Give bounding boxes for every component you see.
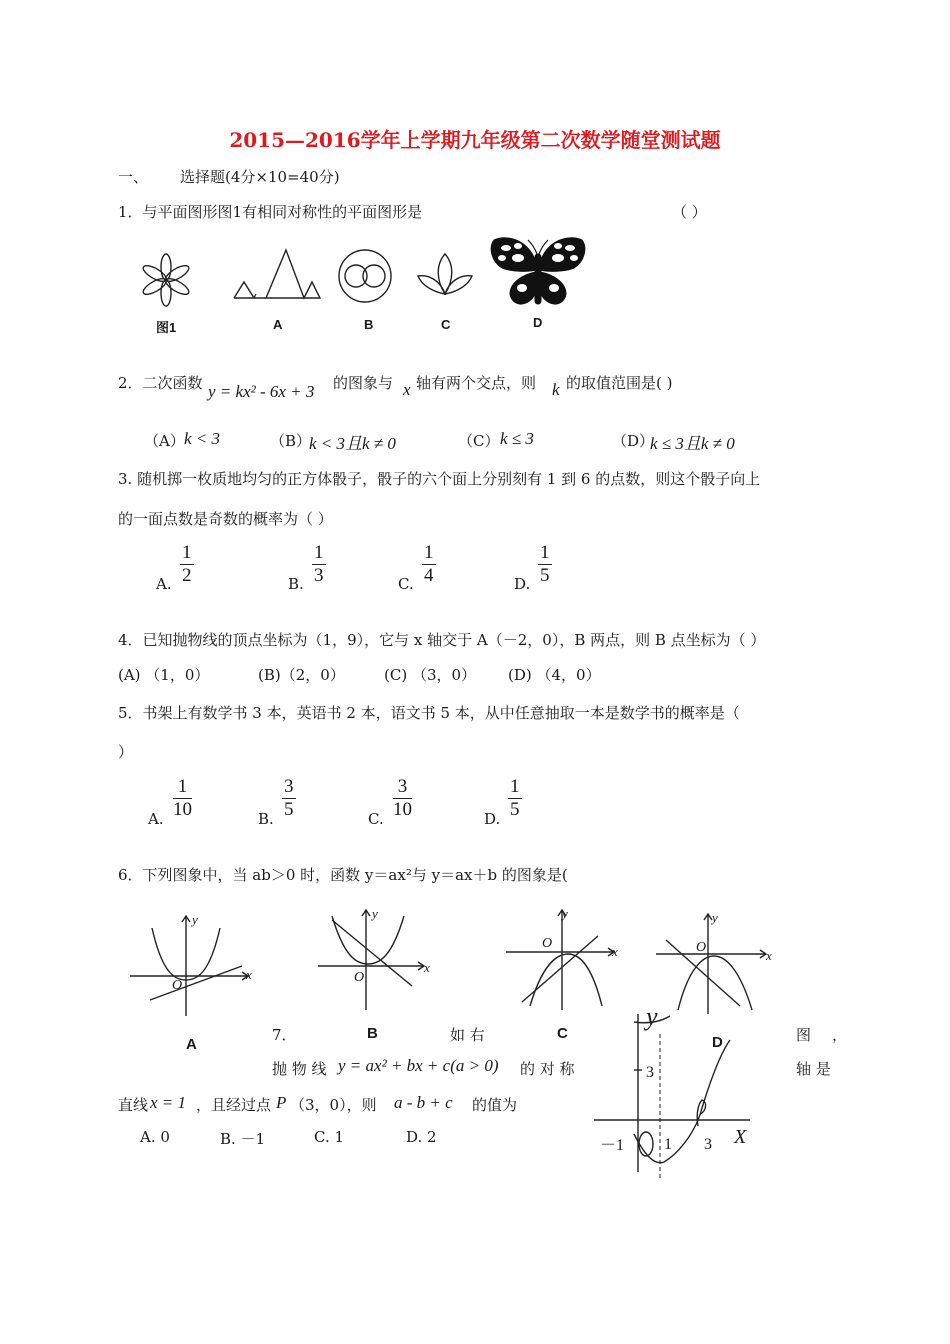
q1-figure-a-triangles [232,246,322,302]
q2-mid1: 的图象与 [333,374,394,392]
q7-number: 7． [272,1026,297,1044]
q2-pre: 2．二次函数 [118,374,203,392]
q3-option-a-fraction: $\frac{1}{2}$ [182,542,192,586]
q2-option-a-label: （A） [144,432,185,450]
q6-c-origin: O [542,936,553,951]
q7-option-d: D. 2 [406,1128,437,1146]
q1-text: 1．与平面图形图1有相同对称性的平面图形是 [118,203,423,221]
q5-option-d-fraction: $\frac{1}{5}$ [510,776,520,820]
q7-function: y = ax² + bx + c(a > 0) [338,1056,499,1075]
butterfly-icon [488,232,588,312]
q5-option-a-fraction: $\frac{1}{10}$ [173,776,192,820]
q4-text: 4．已知抛物线的顶点坐标为（1，9），它与 x 轴交于 A（－2，0），B 两点，则 B 点坐标为（ ） [118,631,766,649]
q6-a-origin: O [172,978,183,993]
q6-b-origin: O [354,970,365,985]
q5-option-b-label: B. [258,810,274,828]
q1-label-fig1: 图1 [156,320,177,335]
q7-line3-eq: x = 1 [150,1093,187,1112]
q5-line1: 5．书架上有数学书 3 本，英语书 2 本，语文书 5 本，从中任意抽取一本是数学书的概率是（ [118,704,740,722]
q7-option-c: C. 1 [314,1128,345,1146]
q7-line3-post: （3，0），则 [290,1096,377,1114]
q2-mid2: 轴有两个交点，则 [416,374,537,392]
q1-figure-c-lotus [414,252,476,298]
q6-label-c: C [557,1025,568,1042]
q3-option-c-label: C. [398,575,414,593]
q6-graph-c [506,906,626,1016]
q7-graph-y-label: y [646,1002,658,1031]
q7-text-dui: 的 对 称 [520,1060,575,1078]
q5-option-b-fraction: $\frac{3}{5}$ [284,776,294,820]
q5-option-a-label: A. [148,810,164,828]
q7-comma: ， [832,1026,848,1044]
q3-option-b-fraction: $\frac{1}{3}$ [314,542,324,586]
q2-option-a: k < 3 [184,429,221,448]
q3-option-b-label: B. [288,575,304,593]
q7-line3-end: 的值为 [472,1096,518,1114]
q4-option-a: (A) （1，0） [118,666,210,684]
section-title: 选择题(4分×10=40分) [180,168,340,186]
q1-label-b: B [364,317,374,332]
q7-graph [588,1004,768,1184]
q6-d-axis-y: y [712,910,718,925]
q6-graph-a [130,912,260,1022]
q1-figure-flower [134,248,198,312]
q7-line3-expr: a - b + c [394,1093,453,1112]
q7-option-b: B. －1 [220,1130,266,1148]
q5-line2: ） [118,743,134,761]
q6-d-origin: O [696,940,707,955]
q6-b-axis-y: y [372,906,378,921]
q6-d-axis-x: x [766,948,772,963]
q5-option-c-label: C. [368,810,384,828]
q6-label-d: D [712,1034,723,1051]
q7-text-tu: 图 [796,1026,812,1044]
q2-var-x: x [403,380,411,399]
q6-c-axis-x: x [612,944,618,959]
q1-label-d: D [533,315,543,330]
q6-c-axis-y: y [562,906,568,921]
q6-label-b: B [367,1025,378,1042]
q3-option-c-fraction: $\frac{1}{4}$ [424,542,434,586]
q4-option-d: (D) （4，0） [508,666,601,684]
q2-option-d: k ≤ 3且k ≠ 0 [650,434,735,453]
q2-option-c: k ≤ 3 [500,429,534,448]
q5-option-d-label: D. [484,810,501,828]
q1-figure-b-circles [337,248,393,304]
q3-option-d-fraction: $\frac{1}{5}$ [540,542,550,586]
q1-label-a: A [273,317,283,332]
q7-line3-mid: ，且经过点 [196,1096,272,1114]
q3-option-a-label: A. [156,575,172,593]
q6-graph-b [318,906,438,1016]
q3-option-d-label: D. [514,575,531,593]
q6-a-axis-x: x [246,967,252,982]
q7-text-ru: 如 右 [450,1026,485,1044]
q7-graph-3y: 3 [646,1064,654,1081]
q1-paren: （ ） [672,203,707,221]
q4-option-c: (C) （3，0） [384,666,477,684]
q6-text: 6．下列图象中，当 ab＞0 时，函数 y＝ax²与 y＝ax＋b 的图象是( [118,866,568,884]
q7-text-zhou: 轴 是 [796,1060,831,1078]
q7-line3-pre: 直线 [118,1096,149,1114]
q2-option-c-label: （C） [458,432,500,450]
q7-graph-x-label: X [734,1126,747,1148]
q2-option-d-label: （D） [612,432,655,450]
q7-option-a: A. 0 [140,1128,170,1146]
q4-option-b: (B)（2，0） [258,666,345,684]
q7-graph-1: 1 [664,1136,672,1153]
q2-option-b: k < 3且k ≠ 0 [309,434,396,453]
q2-post: 的取值范围是( ) [566,374,673,392]
q2-option-b-label: （B） [270,432,312,450]
q2-var-k: k [552,380,560,399]
q6-b-axis-x: x [424,960,430,975]
q2-function: y = kx² - 6x + 3 [208,382,315,401]
section-number: 一、 [118,168,149,186]
q7-text-pao: 抛 物 线 [272,1060,327,1078]
q3-line1: 3. 随机掷一枚质地均匀的正方体骰子，骰子的六个面上分别刻有 1 到 6 的点数，则这个骰子向上 [118,470,761,488]
q6-label-a: A [186,1036,197,1053]
q3-line2: 的一面点数是奇数的概率为（ ） [118,510,333,528]
q6-a-axis-y: y [192,912,198,927]
q7-graph-minus1: －1 [600,1137,625,1154]
page-title: 2015—2016学年上学期九年级第二次数学随堂测试题 [229,128,721,152]
q7-graph-3x: 3 [704,1136,712,1153]
q1-label-c: C [441,317,451,332]
q5-option-c-fraction: $\frac{3}{10}$ [393,776,412,820]
q7-line3-p: P [276,1093,287,1112]
